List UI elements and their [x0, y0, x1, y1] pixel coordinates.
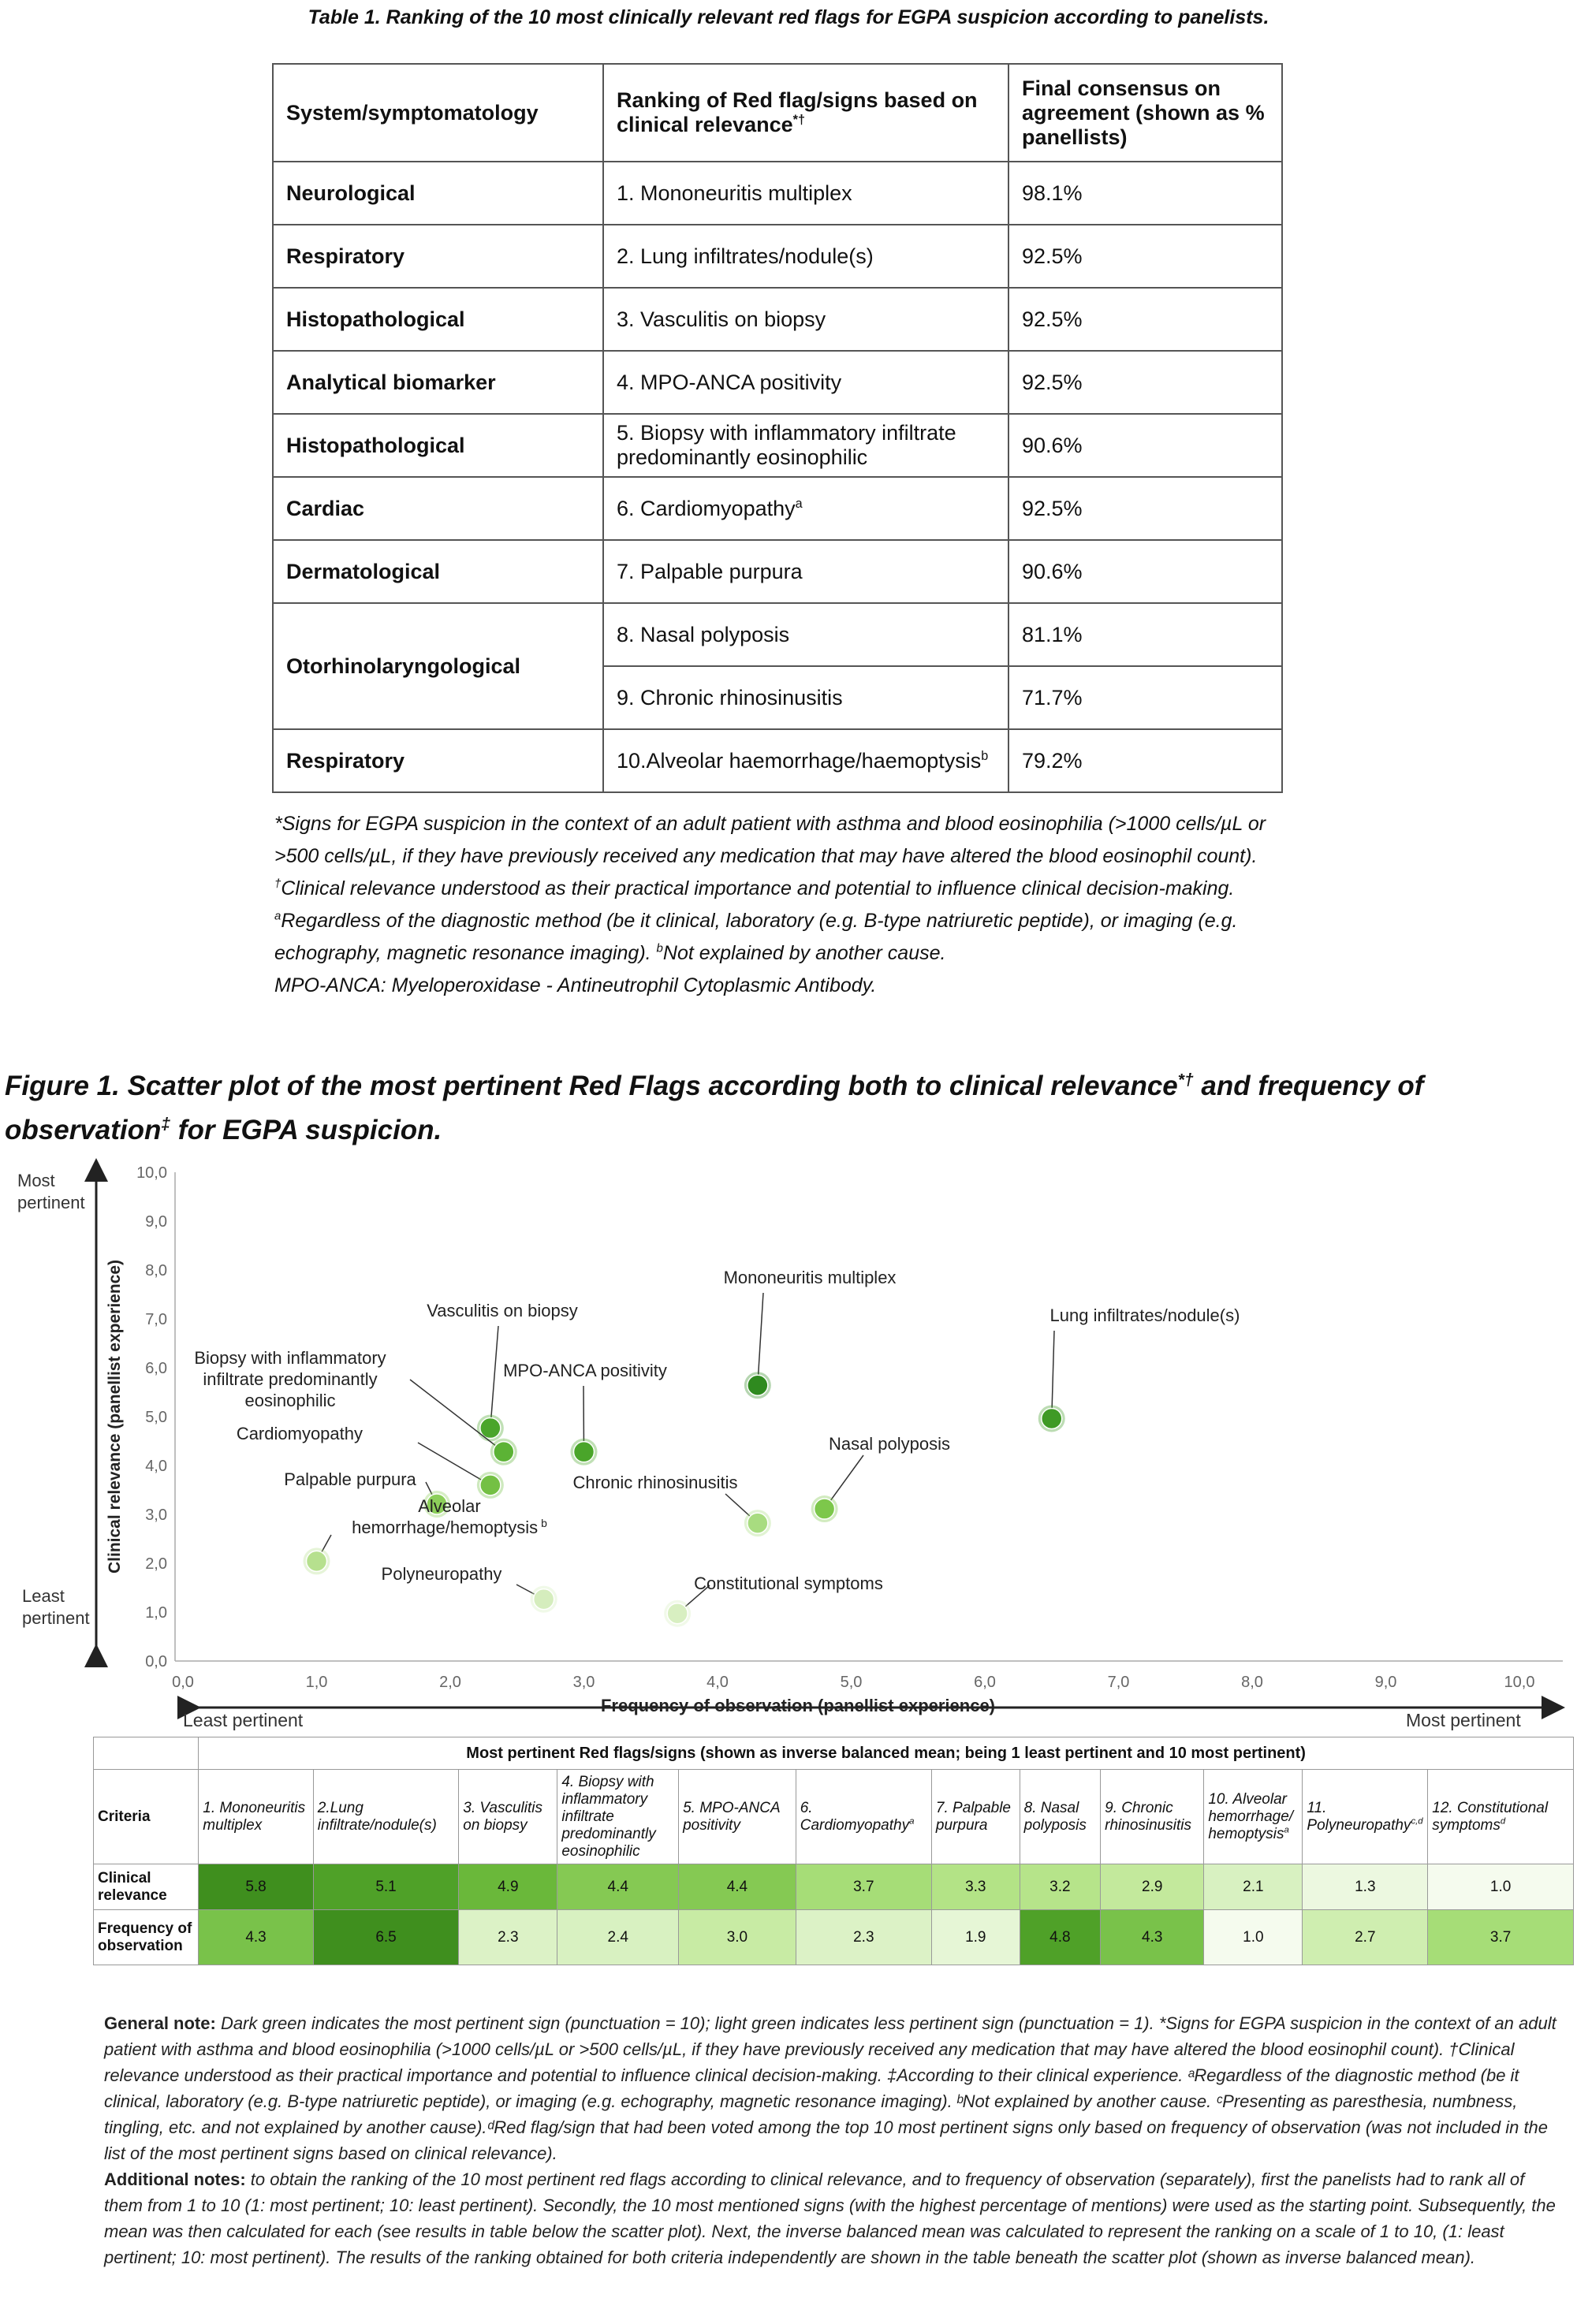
ranking-column-label: 9. Chronic rhinosinusitis — [1105, 1799, 1191, 1834]
point-label-sup: b — [541, 1517, 547, 1529]
system-cell: Respiratory — [273, 225, 603, 288]
ranking-value-cell: 2.9 — [1101, 1864, 1204, 1910]
criteria-header: Criteria — [94, 1770, 199, 1864]
figure1-title-end: for EGPA suspicion. — [170, 1115, 442, 1145]
point-label: Constitutional symptoms — [694, 1574, 883, 1593]
percent-cell: 90.6% — [1008, 540, 1282, 603]
y-tick-label: 4,0 — [145, 1458, 167, 1475]
ranking-value-cell: 4.4 — [557, 1864, 679, 1910]
y-tick-label: 1,0 — [145, 1604, 167, 1622]
footnote-a: Regardless of the diagnostic method (be it clinical, laboratory (e.g. B-type natriuretic peptide), or imaging (e.g. echography, magnetic resonance imaging). — [274, 910, 1238, 964]
footnote-b-mark: b — [656, 941, 663, 955]
ranking-value-cell: 4.9 — [459, 1864, 557, 1910]
ranking-value-cell: 2.4 — [557, 1910, 679, 1965]
ranking-column-label: 10. Alveolar hemorrhage/ hemoptysis — [1208, 1790, 1294, 1842]
scatter-point — [815, 1499, 835, 1519]
percent-cell: 71.7% — [1008, 666, 1282, 729]
scatter-point — [307, 1551, 327, 1571]
ranking-value-cell: 3.7 — [1428, 1910, 1574, 1965]
table1-header-ranking-text: Ranking of Red flag/signs based on clinical relevance — [617, 88, 978, 136]
ranking-column-label: 1. Mononeuritis multiplex — [203, 1799, 306, 1834]
y-tick-label: 7,0 — [145, 1311, 167, 1328]
point-label: Chronic rhinosinusitis — [572, 1473, 738, 1492]
table1-footnotes — [274, 808, 1292, 1002]
table1-header-consensus: Final consensus on agreement (shown as % panellists) — [1008, 64, 1282, 162]
ranking-value-cell: 3.7 — [796, 1864, 931, 1910]
plot-points — [194, 1268, 1240, 1627]
ranking-value-cell: 6.5 — [313, 1910, 459, 1965]
flag-text: 6. Cardiomyopathy — [617, 496, 796, 520]
flag-sup: b — [981, 748, 989, 763]
y-tick-label: 9,0 — [145, 1213, 167, 1231]
footnote-abbreviation: MPO-ANCA: Myeloperoxidase - Antineutrophil Cytoplasmic Antibody. — [274, 974, 877, 996]
table-row — [273, 414, 1282, 477]
additional-notes — [104, 2166, 1561, 2270]
general-note — [104, 2010, 1561, 2166]
scatter-point — [574, 1442, 595, 1462]
system-cell: Cardiac — [273, 477, 603, 540]
ranking-column-header — [679, 1770, 796, 1864]
footnote-dagger-mark: † — [274, 877, 281, 891]
ranking-column-header — [1101, 1770, 1204, 1864]
row-label-frequency: Frequency of observation — [94, 1910, 199, 1965]
scatter-point — [494, 1442, 514, 1462]
ranking-column-header — [1303, 1770, 1428, 1864]
y-most-pertinent-label-1: Most — [17, 1171, 55, 1190]
ranking-table-corner — [94, 1737, 199, 1770]
point-label — [352, 1496, 547, 1537]
footnote-asterisk: *Signs for EGPA suspicion in the context of an adult patient with asthma and blood eosinophilia (>1000 cells/µL or >500 cells/µL, if they have previously received any medication that may have altered the blood eosinophil count). — [274, 813, 1266, 867]
table1 — [272, 63, 1283, 793]
x-tick-label: 4,0 — [706, 1674, 729, 1691]
y-least-pertinent-label-1: Least — [22, 1586, 65, 1606]
ranking-value-cell: 2.7 — [1303, 1910, 1428, 1965]
ranking-value-cell: 2.3 — [459, 1910, 557, 1965]
flag-cell: 2. Lung infiltrates/nodule(s) — [603, 225, 1008, 288]
ranking-value-cell: 2.1 — [1204, 1864, 1303, 1910]
flag-cell: 4. MPO-ANCA positivity — [603, 351, 1008, 414]
ranking-column-label: 7. Palpable purpura — [935, 1799, 1011, 1834]
y-most-pertinent-label-2: pertinent — [17, 1193, 85, 1212]
flag-cell: 9. Chronic rhinosinusitis — [603, 666, 1008, 729]
table1-caption: Table 1. Ranking of the 10 most clinically relevant red flags for EGPA suspicion according to panelists. — [308, 6, 1269, 28]
percent-cell: 81.1% — [1008, 603, 1282, 666]
ranking-column-label: 3. Vasculitis on biopsy — [463, 1799, 542, 1834]
percent-cell: 79.2% — [1008, 729, 1282, 792]
scatter-point — [534, 1589, 554, 1610]
ranking-value-cell: 5.8 — [199, 1864, 314, 1910]
scatter-point — [747, 1513, 768, 1533]
system-cell: Neurological — [273, 162, 603, 225]
ranking-column-sup: a — [909, 1816, 915, 1827]
ranking-column-sup: d — [1500, 1816, 1506, 1827]
ranking-column-header — [199, 1770, 314, 1864]
percent-cell: 92.5% — [1008, 477, 1282, 540]
ranking-value-cell: 3.0 — [679, 1910, 796, 1965]
percent-cell: 98.1% — [1008, 162, 1282, 225]
ranking-column-header — [1020, 1770, 1101, 1864]
table-row — [273, 540, 1282, 603]
flag-cell: 7. Palpable purpura — [603, 540, 1008, 603]
ranking-column-label: 8. Nasal polyposis — [1023, 1799, 1087, 1834]
figure1-title-text: Figure 1. Scatter plot of the most pertinent Red Flags according both to clinical relevance — [5, 1071, 1178, 1101]
scatter-point — [480, 1475, 501, 1495]
y-tick-label: 0,0 — [145, 1653, 167, 1670]
x-tick-label: 9,0 — [1374, 1674, 1397, 1691]
point-label — [194, 1348, 386, 1410]
ranking-column-sup: a — [1284, 1825, 1289, 1835]
y-tick-label: 6,0 — [145, 1360, 167, 1377]
percent-cell: 92.5% — [1008, 351, 1282, 414]
ranking-value-cell: 1.0 — [1428, 1864, 1574, 1910]
figure1-title — [5, 1064, 1566, 1153]
x-least-pertinent-label: Least pertinent — [183, 1710, 304, 1730]
figure1-title-mid: and frequency of observation — [5, 1071, 1424, 1145]
point-label-line: hemorrhage/hemoptysis — [352, 1518, 539, 1537]
y-tick-label: 3,0 — [145, 1507, 167, 1524]
ranking-value-cell: 2.3 — [796, 1910, 931, 1965]
point-label: Nasal polyposis — [828, 1434, 951, 1454]
ranking-value-cell: 1.3 — [1303, 1864, 1428, 1910]
ranking-column-sup: c,d — [1411, 1816, 1423, 1827]
general-note-text: Dark green indicates the most pertinent sign (punctuation = 10); light green indicates less pertinent sign (punctuation = 1). *Signs for EGPA suspicion in the context of an adult patient with asthma and blood eosinophilia (>1000 cells/µL or >500 cells/µL, if they have previously received any medication that may have altered the blood eosinophil count). †Clinical relevance understood as their practical importance and potential to influence clinical decision-making. ‡According to their clinical experience. ᵃRegardless of the diagnostic method (be it clinical, laboratory (e.g. B-type natriuretic peptide), or imaging (e.g. echography, magnetic resonance imaging). ᵇNot explained by another cause. ᶜPresenting as paresthesia, numbness, tingling, etc. and not explained by another cause).ᵈRed flag/sign that had been voted among the top 10 most pertinent signs only based on frequency of observation (was not included in the list of the most pertinent signs based on clinical relevance). — [104, 2013, 1556, 2163]
ranking-value-cell: 5.1 — [313, 1864, 459, 1910]
ranking-column-header — [557, 1770, 679, 1864]
ranking-value-cell: 4.8 — [1020, 1910, 1101, 1965]
footnote-b: Not explained by another cause. — [662, 942, 946, 964]
x-tick-label: 3,0 — [572, 1674, 595, 1691]
table-row — [273, 477, 1282, 540]
ranking-value-cell: 3.3 — [931, 1864, 1020, 1910]
footnote-a-mark: a — [274, 909, 281, 923]
table-row — [273, 162, 1282, 225]
figure1-title-sup2: ‡ — [161, 1115, 171, 1134]
table1-header-ranking-sup: *† — [792, 113, 805, 127]
ranking-column-header — [796, 1770, 931, 1864]
x-tick-label: 1,0 — [305, 1674, 328, 1691]
point-label: Polyneuropathy — [381, 1564, 502, 1584]
x-tick-label: 10,0 — [1504, 1674, 1535, 1691]
ranking-column-header — [459, 1770, 557, 1864]
percent-cell: 90.6% — [1008, 414, 1282, 477]
point-label-line: infiltrate predominantly — [203, 1369, 378, 1389]
system-cell: Analytical biomarker — [273, 351, 603, 414]
point-label: Vasculitis on biopsy — [427, 1301, 578, 1320]
percent-cell: 92.5% — [1008, 288, 1282, 351]
row-label-clinical-relevance: Clinical relevance — [94, 1864, 199, 1910]
system-cell: Otorhinolaryngological — [273, 603, 603, 729]
ranking-table-title: Most pertinent Red flags/signs (shown as inverse balanced mean; being 1 least pertinent and 10 most pertinent) — [199, 1737, 1574, 1770]
leader-line — [490, 1326, 498, 1428]
ranking-value-cell: 4.4 — [679, 1864, 796, 1910]
ranking-column-label: 4. Biopsy with inflammatory infiltrate predominantly eosinophilic — [561, 1773, 656, 1860]
system-cell: Histopathological — [273, 414, 603, 477]
scatter-point — [747, 1375, 768, 1395]
ranking-value-cell: 1.9 — [931, 1910, 1020, 1965]
table-row — [273, 603, 1282, 666]
x-tick-label: 5,0 — [840, 1674, 863, 1691]
additional-notes-label: Additional notes: — [104, 2169, 246, 2189]
point-label: Palpable purpura — [284, 1469, 416, 1489]
point-label-line: Biopsy with inflammatory — [194, 1348, 386, 1368]
table-row — [273, 288, 1282, 351]
table-row — [273, 225, 1282, 288]
point-label: Mononeuritis multiplex — [723, 1268, 897, 1287]
flag-cell: 5. Biopsy with inflammatory infiltrate predominantly eosinophilic — [603, 414, 1008, 477]
figure1-title-sup: *† — [1177, 1071, 1194, 1089]
x-most-pertinent-label: Most pertinent — [1406, 1710, 1521, 1730]
ranking-column-header — [313, 1770, 459, 1864]
system-cell: Dermatological — [273, 540, 603, 603]
flag-cell — [603, 477, 1008, 540]
x-tick-label: 7,0 — [1107, 1674, 1130, 1691]
ranking-column-label: 11. Polyneuropathy — [1307, 1799, 1411, 1834]
table-row — [273, 351, 1282, 414]
ranking-value-cell: 1.0 — [1204, 1910, 1303, 1965]
y-least-pertinent-label-2: pertinent — [22, 1608, 90, 1628]
ranking-column-label: 5. MPO-ANCA positivity — [683, 1799, 780, 1834]
ranking-value-cell: 3.2 — [1020, 1864, 1101, 1910]
x-tick-label: 2,0 — [439, 1674, 461, 1691]
leader-line — [758, 1293, 763, 1385]
system-cell: Respiratory — [273, 729, 603, 792]
ranking-column-label: 6. Cardiomyopathy — [800, 1799, 910, 1834]
flag-cell: 1. Mononeuritis multiplex — [603, 162, 1008, 225]
x-tick-label: 6,0 — [974, 1674, 996, 1691]
x-tick-label: 0,0 — [172, 1674, 194, 1691]
ranking-column-label: 12. Constitutional symptoms — [1432, 1799, 1549, 1834]
ranking-column-header — [931, 1770, 1020, 1864]
ranking-column-header — [1204, 1770, 1303, 1864]
y-tick-label: 2,0 — [145, 1555, 167, 1573]
flag-cell — [603, 729, 1008, 792]
percent-cell: 92.5% — [1008, 225, 1282, 288]
table1-header-ranking — [603, 64, 1008, 162]
scatter-point — [667, 1603, 688, 1624]
point-label: Cardiomyopathy — [236, 1424, 363, 1443]
point-label: Lung infiltrates/nodule(s) — [1049, 1305, 1240, 1325]
y-tick-label: 8,0 — [145, 1262, 167, 1279]
point-label-line: eosinophilic — [244, 1391, 336, 1410]
y-tick-label: 5,0 — [145, 1409, 167, 1426]
table1-header-system: System/symptomatology — [273, 64, 603, 162]
scatter-point — [1042, 1408, 1062, 1428]
general-note-label: General note: — [104, 2013, 216, 2033]
x-axis-label: Frequency of observation (panellist experience) — [600, 1696, 996, 1715]
y-tick-label: 10,0 — [136, 1164, 167, 1182]
flag-text: 10.Alveolar haemorrhage/haemoptysis — [617, 748, 982, 773]
ranking-column-label: 2.Lung infiltrate/nodule(s) — [317, 1799, 437, 1834]
point-label: MPO-ANCA positivity — [503, 1361, 667, 1380]
flag-cell: 8. Nasal polyposis — [603, 603, 1008, 666]
flag-sup: a — [795, 496, 803, 511]
flag-cell: 3. Vasculitis on biopsy — [603, 288, 1008, 351]
x-tick-label: 8,0 — [1241, 1674, 1263, 1691]
scatter-plot — [0, 1151, 1577, 1734]
system-cell: Histopathological — [273, 288, 603, 351]
ranking-column-header — [1428, 1770, 1574, 1864]
additional-notes-text: to obtain the ranking of the 10 most pertinent red flags according to clinical relevance, and to frequency of observation (separately), first the panelists had to rank all of them from 1 to 10 (1: most pertinent; 10: least pertinent). Secondly, the 10 most mentioned signs (with the highest percentage of mentions) were used as the starting point. Subsequently, the mean was then calculated for each (see results in table below the scatter plot). Next, the inverse balanced mean was calculated to represent the ranking on a scale of 1 to 10, (1: least pertinent; 10: most pertinent). The results of the ranking obtained for both criteria independently are shown in the table beneath the scatter plot (shown as inverse balanced mean). — [104, 2169, 1556, 2267]
y-axis-label: Clinical relevance (panellist experience) — [106, 1259, 124, 1574]
footnote-dagger: Clinical relevance understood as their practical importance and potential to influence clinical decision-making. — [281, 877, 1235, 899]
table-row — [273, 729, 1282, 792]
ranking-table — [93, 1737, 1574, 1965]
ranking-value-cell: 4.3 — [199, 1910, 314, 1965]
point-label-line: Alveolar — [418, 1496, 481, 1516]
ranking-value-cell: 4.3 — [1101, 1910, 1204, 1965]
